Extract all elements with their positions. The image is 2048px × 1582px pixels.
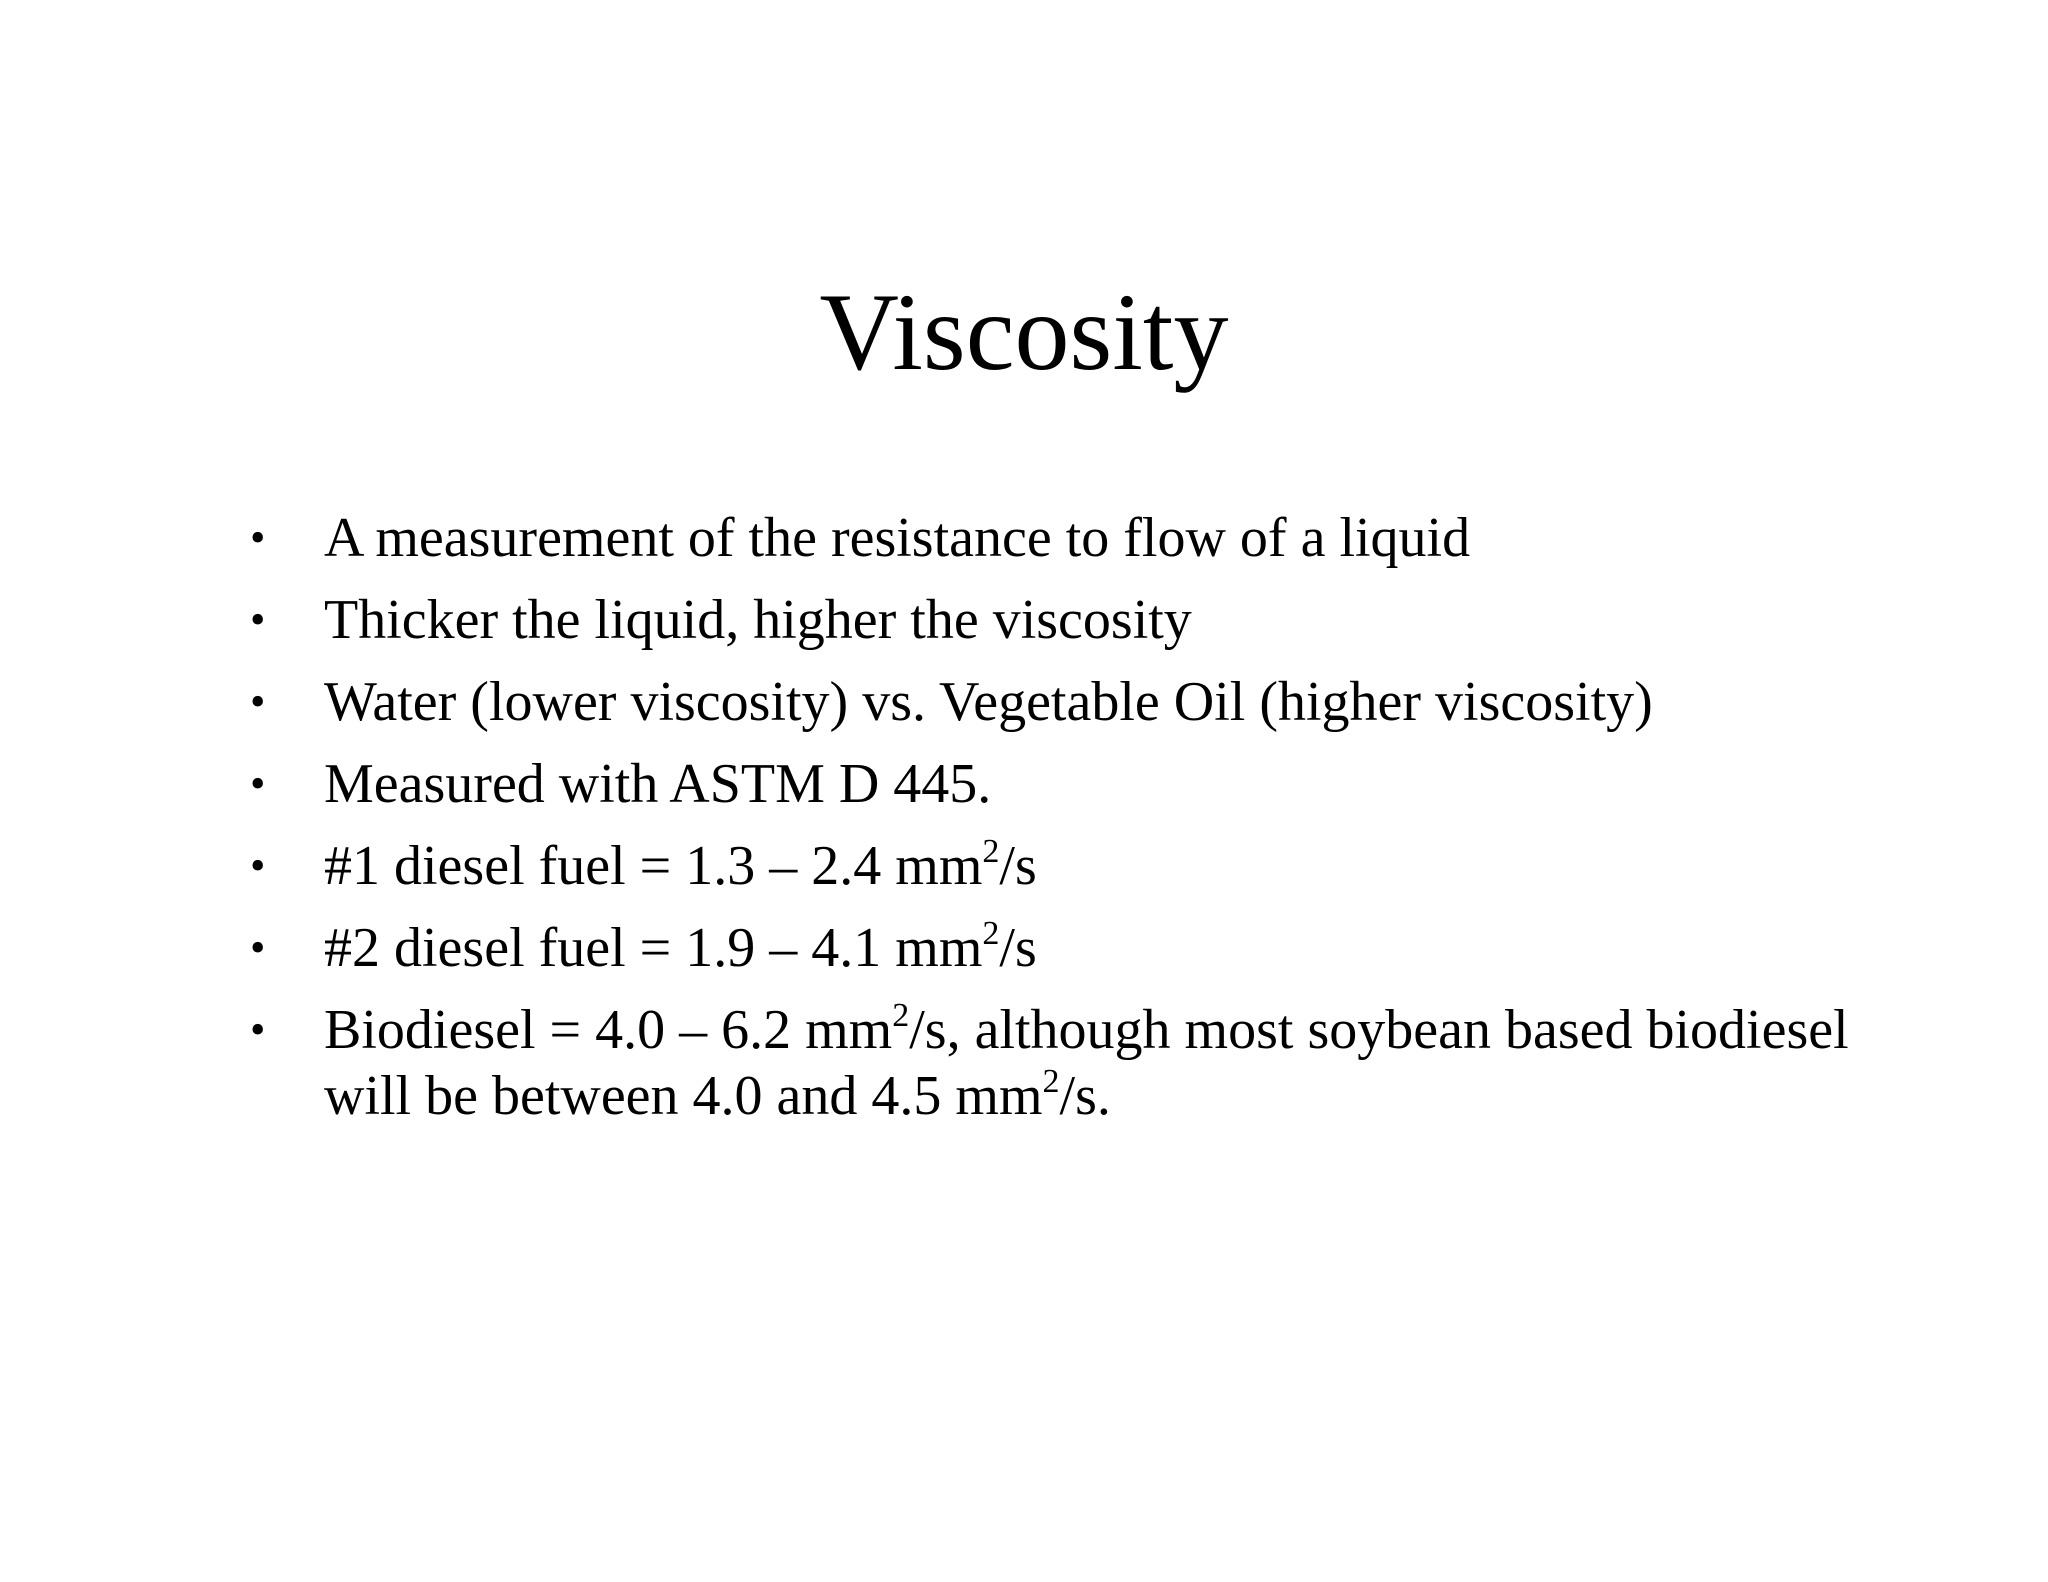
bullet-text: Measured with ASTM D 445. (324, 753, 992, 815)
bullet-item-water-vs-oil (250, 669, 1850, 735)
bullet-list (250, 505, 1850, 1145)
bullet-text: #1 diesel fuel = 1.3 – 2.4 $mm^2/s$ (324, 833, 1037, 897)
bullet-icon: • (250, 841, 266, 890)
slide-title: Viscosity (819, 271, 1229, 393)
bullet-text: Biodiesel = 4.0 – 6.2 $mm^2/s$, although most soybean based biodiesel will be between 4.0 and 4.5 $mm^2/s$. (324, 997, 1849, 1127)
bullet-item-astm (250, 751, 1850, 817)
bullet-item-thicker (250, 587, 1850, 653)
bullet-item-diesel-2 (250, 915, 1850, 981)
bullet-item-biodiesel (250, 997, 1850, 1129)
bullet-text: Thicker the liquid, higher the viscosity (324, 589, 1192, 651)
bullet-icon: • (250, 677, 266, 726)
bullet-icon: • (250, 513, 266, 562)
bullet-item-measurement (250, 505, 1850, 571)
bullet-item-diesel-1 (250, 833, 1850, 899)
bullet-icon: • (250, 1005, 266, 1054)
bullet-text: #2 diesel fuel = 1.9 – 4.1 $mm^2/s$ (324, 915, 1037, 979)
bullet-icon: • (250, 595, 266, 644)
bullet-icon: • (250, 759, 266, 808)
bullet-text: Water (lower viscosity) vs. Vegetable Oil (higher viscosity) (324, 671, 1653, 733)
bullet-icon: • (250, 923, 266, 972)
bullet-text: A measurement of the resistance to flow of a liquid (324, 507, 1471, 569)
